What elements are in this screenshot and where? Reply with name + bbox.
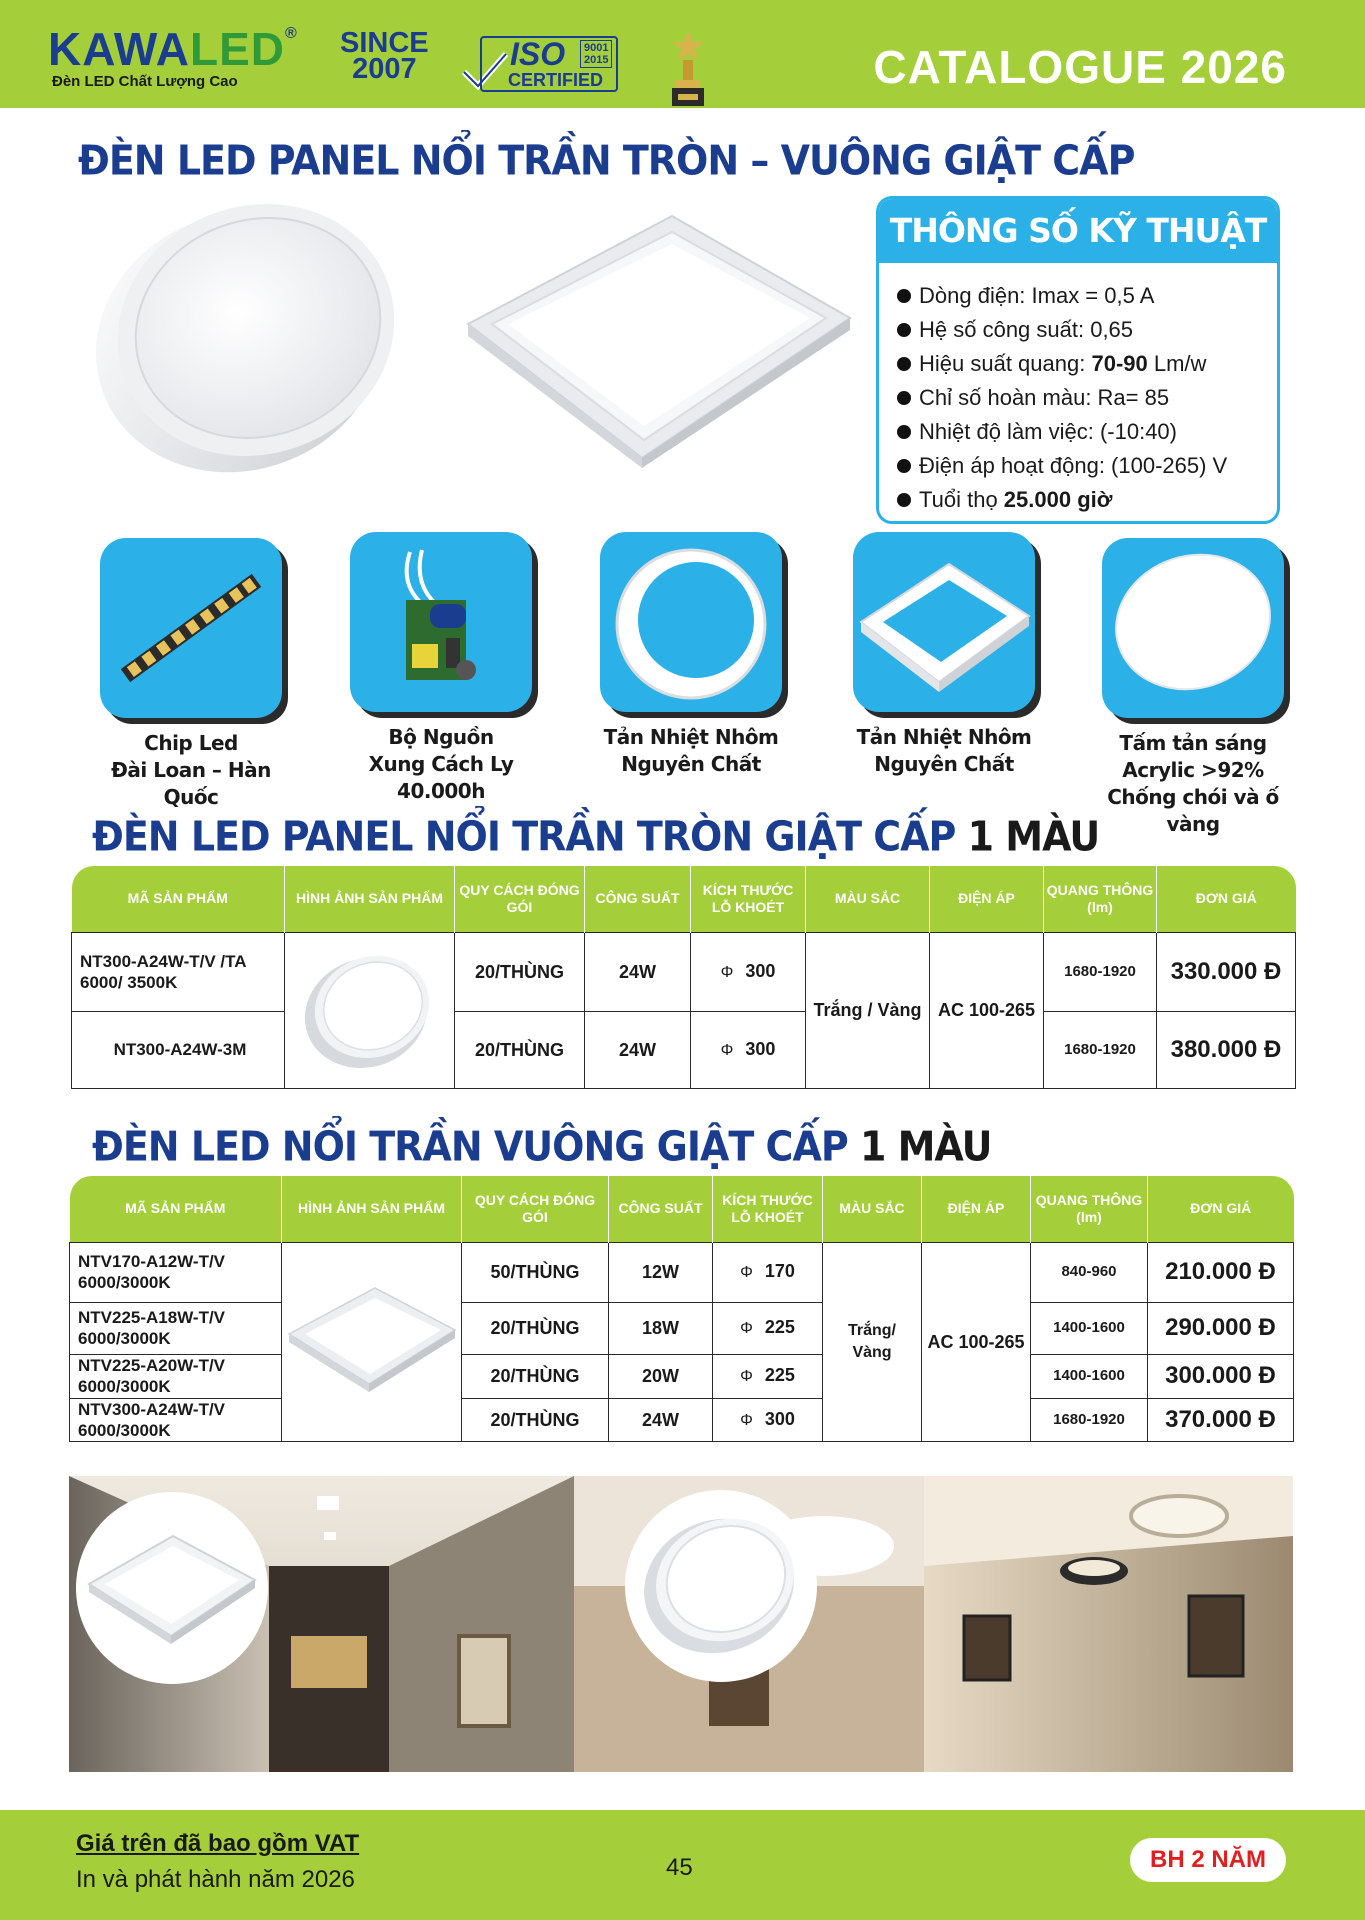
warranty-badge: BH 2 NĂM [1130, 1838, 1286, 1882]
power: 24W [585, 1011, 691, 1088]
round-table-title [92, 812, 1100, 861]
led-chip-strip-icon [100, 538, 282, 718]
packaging: 20/THÙNG [462, 1354, 609, 1398]
cutout-size: Φ 300 [691, 1011, 806, 1088]
feature-power-driver [346, 532, 536, 805]
packaging: 50/THÙNG [462, 1242, 609, 1302]
header-product-image: HÌNH ẢNH SẢN PHẨM [285, 866, 455, 932]
feature-label: Bộ Nguồn Xung Cách Ly 40.000h [368, 725, 514, 803]
table-row [72, 932, 1296, 1011]
feature-label: Tấm tản sáng Acrylic >92% Chống chói và ố vàng [1107, 731, 1279, 836]
spec-item: Điện áp hoạt động: (100-265) V [897, 449, 1277, 483]
round-table-title-suffix: 1 MÀU [967, 812, 1100, 861]
square-panel-thumbnail [283, 1274, 461, 1404]
page-header [0, 0, 1365, 108]
product-code: NTV170-A12W-T/V 6000/3000K [70, 1242, 282, 1302]
spec-item: Dòng điện: Imax = 0,5 A [897, 279, 1277, 313]
registered-mark: ® [285, 25, 298, 42]
product-code: NTV225-A18W-T/V 6000/3000K [70, 1302, 282, 1354]
product-code: NTV225-A20W-T/V 6000/3000K [70, 1354, 282, 1398]
power: 24W [585, 932, 691, 1011]
table-row [70, 1242, 1294, 1302]
product-image-cell [285, 932, 455, 1088]
round-aluminum-frame-icon [600, 532, 782, 712]
iso-certified-badge [462, 36, 622, 94]
round-panel-price-table [71, 866, 1296, 1089]
catalogue-title: CATALOGUE 2026 [873, 41, 1287, 93]
power-driver-icon [350, 532, 532, 712]
power: 20W [609, 1354, 713, 1398]
product-code: NT300-A24W-T/V /TA 6000/ 3500K [72, 932, 285, 1011]
iso-certified-label: CERTIFIED [508, 70, 604, 90]
square-panel-product-image [462, 206, 852, 468]
spec-item: Hiệu suất quang: 70-90 Lm/w [897, 347, 1277, 381]
spec-item: Nhiệt độ làm việc: (-10:40) [897, 415, 1277, 449]
square-panel-price-table [69, 1176, 1294, 1442]
spec-item: Chỉ số hoàn màu: Ra= 85 [897, 381, 1277, 415]
square-table-title-text: ĐÈN LED NỔI TRẦN VUÔNG GIẬT CẤP [92, 1122, 848, 1171]
unit-price: 300.000 Đ [1148, 1354, 1294, 1398]
cutout-size: Φ 170 [713, 1242, 823, 1302]
page-number: 45 [666, 1854, 693, 1881]
iso-word: ISO [510, 36, 566, 72]
feature-label: Tản Nhiệt Nhôm Nguyên Chất [603, 725, 779, 776]
square-aluminum-frame-icon [853, 532, 1035, 712]
cutout-size: Φ 300 [691, 932, 806, 1011]
logo-tagline: Đèn LED Chất Lượng Cao [52, 73, 238, 90]
power: 24W [609, 1398, 713, 1441]
feature-acrylic-diffuser [1098, 538, 1288, 838]
round-panel-product-image [90, 192, 408, 477]
power: 12W [609, 1242, 713, 1302]
page-footer [0, 1810, 1365, 1920]
section-title: ĐÈN LED PANEL NỔI TRẦN TRÒN – VUÔNG GIẬT CẤP [78, 136, 1135, 185]
voltage: AC 100-265 [922, 1242, 1031, 1441]
unit-price: 380.000 Đ [1157, 1011, 1296, 1088]
header-unit-price: ĐƠN GIÁ [1157, 866, 1296, 932]
cutout-size: Φ 300 [713, 1398, 823, 1441]
header-cutout-size: KÍCH THƯỚC LỖ KHOÉT [713, 1176, 823, 1242]
spec-item: Tuổi thọ 25.000 giờ [897, 483, 1277, 517]
table-row [72, 1011, 1296, 1088]
feature-round-heat-sink [596, 532, 786, 778]
table-row [70, 1302, 1294, 1354]
power: 18W [609, 1302, 713, 1354]
square-table-title-suffix: 1 MÀU [859, 1122, 992, 1171]
light-color: Trắng / Vàng [806, 932, 930, 1088]
cutout-size: Φ 225 [713, 1354, 823, 1398]
packaging: 20/THÙNG [462, 1398, 609, 1441]
acrylic-diffuser-icon [1102, 538, 1284, 718]
packaging: 20/THÙNG [462, 1302, 609, 1354]
header-color: MÀU SẮC [823, 1176, 922, 1242]
unit-price: 370.000 Đ [1148, 1398, 1294, 1441]
feature-led-chip [96, 538, 286, 811]
luminous-flux: 1680-1920 [1044, 1011, 1157, 1088]
installation-photo-strip [69, 1476, 1293, 1772]
table-row [70, 1354, 1294, 1398]
cutout-size: Φ 225 [713, 1302, 823, 1354]
header-product-code: MÃ SẢN PHẨM [70, 1176, 282, 1242]
logo-kawa-text: KAWA [48, 23, 190, 75]
header-packaging: QUY CÁCH ĐÓNG GÓI [462, 1176, 609, 1242]
trophy-icon [666, 30, 710, 108]
round-table-title-text: ĐÈN LED PANEL NỔI TRẦN TRÒN GIẬT CẤP [92, 812, 956, 861]
logo-led-text: LED [190, 23, 285, 75]
feature-label: Chip Led Đài Loan – Hàn Quốc [111, 731, 271, 809]
spec-item: Hệ số công suất: 0,65 [897, 313, 1277, 347]
product-code: NT300-A24W-3M [72, 1011, 285, 1088]
header-luminous-flux: QUANG THÔNG (lm) [1044, 866, 1157, 932]
vat-note: Giá trên đã bao gồm VAT [76, 1830, 360, 1857]
unit-price: 290.000 Đ [1148, 1302, 1294, 1354]
product-image-cell [282, 1242, 462, 1441]
unit-price: 330.000 Đ [1157, 932, 1296, 1011]
specs-list [879, 263, 1277, 517]
table-header-row [70, 1176, 1294, 1242]
luminous-flux: 1400-1600 [1031, 1302, 1148, 1354]
header-unit-price: ĐƠN GIÁ [1148, 1176, 1294, 1242]
header-product-code: MÃ SẢN PHẨM [72, 866, 285, 932]
since-badge [340, 27, 429, 85]
feature-label: Tản Nhiệt Nhôm Nguyên Chất [856, 725, 1032, 776]
header-cutout-size: KÍCH THƯỚC LỖ KHOÉT [691, 866, 806, 932]
header-voltage: ĐIỆN ÁP [930, 866, 1044, 932]
product-code: NTV300-A24W-T/V 6000/3000K [70, 1398, 282, 1441]
technical-specs-box [876, 196, 1280, 524]
header-power: CÔNG SUẤT [609, 1176, 713, 1242]
unit-price: 210.000 Đ [1148, 1242, 1294, 1302]
light-color: Trắng/ Vàng [823, 1242, 922, 1441]
square-table-title [92, 1122, 992, 1171]
header-voltage: ĐIỆN ÁP [922, 1176, 1031, 1242]
kawaled-logo [48, 23, 298, 90]
since-year: 2007 [352, 53, 417, 85]
header-luminous-flux: QUANG THÔNG (lm) [1031, 1176, 1148, 1242]
feature-square-heat-sink [849, 532, 1039, 778]
header-power: CÔNG SUẤT [585, 866, 691, 932]
iso-standard-number: 9001 2015 [580, 40, 612, 68]
packaging: 20/THÙNG [455, 1011, 585, 1088]
packaging: 20/THÙNG [455, 932, 585, 1011]
since-label: SINCE [340, 27, 429, 59]
table-row [70, 1398, 1294, 1441]
specs-title: THÔNG SỐ KỸ THUẬT [879, 199, 1277, 263]
header-product-image: HÌNH ẢNH SẢN PHẨM [282, 1176, 462, 1242]
round-panel-thumbnail [286, 933, 454, 1083]
table-header-row [72, 866, 1296, 932]
luminous-flux: 840-960 [1031, 1242, 1148, 1302]
luminous-flux: 1680-1920 [1031, 1398, 1148, 1441]
header-packaging: QUY CÁCH ĐÓNG GÓI [455, 866, 585, 932]
luminous-flux: 1400-1600 [1031, 1354, 1148, 1398]
voltage: AC 100-265 [930, 932, 1044, 1088]
header-color: MÀU SẮC [806, 866, 930, 932]
luminous-flux: 1680-1920 [1044, 932, 1157, 1011]
publish-note: In và phát hành năm 2026 [76, 1866, 355, 1893]
